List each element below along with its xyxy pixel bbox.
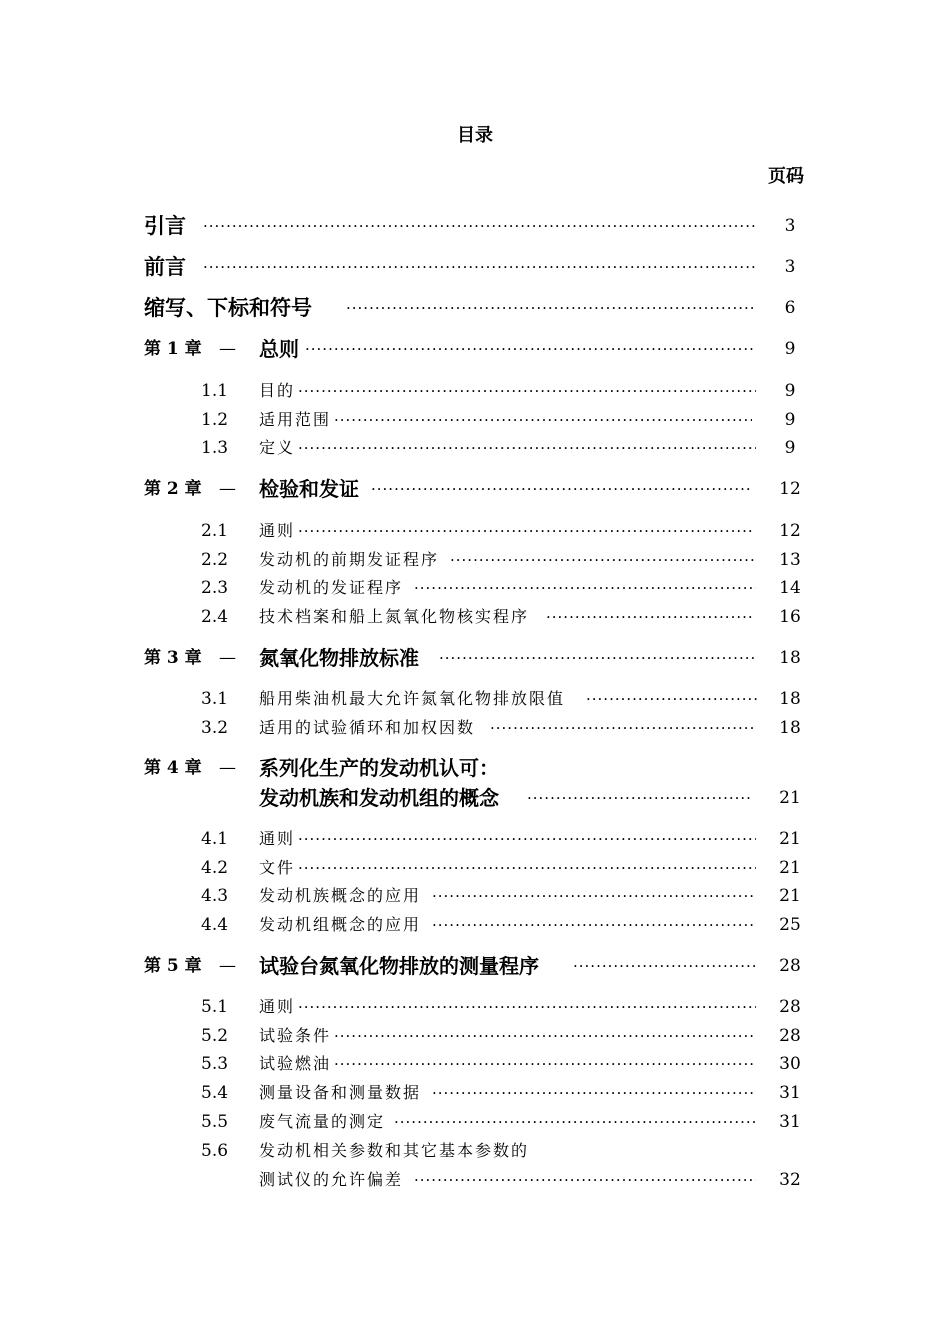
section-number: 3.2: [201, 718, 229, 738]
section-number: 1.3: [201, 438, 229, 458]
section-number: 1.1: [201, 381, 229, 401]
toc-title: 目录: [457, 125, 493, 146]
section-entry[interactable]: [0, 684, 950, 714]
leader-dots: [586, 684, 760, 714]
section-title: 适用的试验循环和加权因数: [259, 718, 476, 737]
chapter-entry[interactable]: [0, 643, 950, 673]
leader-dots: [573, 951, 756, 981]
section-title: 文件: [259, 858, 296, 877]
chapter-dash: —: [219, 339, 236, 359]
section-number: 2.1: [201, 521, 229, 541]
section-number: 4.3: [201, 886, 229, 906]
chapter-title: 总则: [259, 337, 299, 361]
chapter-title-line2: 发动机族和发动机组的概念: [259, 786, 499, 810]
section-title: 发动机相关参数和其它基本参数的: [259, 1141, 530, 1160]
section-title: 通则: [259, 997, 296, 1016]
leader-dots: [527, 783, 752, 813]
section-number: 1.2: [201, 410, 229, 430]
chapter-dash: —: [219, 479, 236, 499]
chapter-title: 试验台氮氧化物排放的测量程序: [259, 954, 539, 978]
section-page: 18: [779, 718, 801, 738]
section-page: 31: [779, 1112, 801, 1132]
section-number: 5.6: [201, 1141, 229, 1161]
entry-page: 3: [784, 257, 796, 277]
entry-title: 缩写、下标和符号: [144, 295, 312, 320]
chapter-page: 18: [779, 648, 801, 668]
toc-entry[interactable]: [0, 211, 950, 241]
chapter-page: 12: [779, 479, 801, 499]
leader-dots: [203, 211, 756, 241]
section-title: 发动机组概念的应用: [259, 915, 422, 934]
section-page: 32: [779, 1170, 801, 1190]
leader-dots: [298, 376, 756, 406]
section-entry[interactable]: [0, 910, 950, 940]
section-number: 2.4: [201, 607, 229, 627]
chapter-label: 第 1 章: [144, 339, 202, 359]
leader-dots: [432, 910, 756, 940]
entry-title: 前言: [144, 254, 186, 279]
section-entry[interactable]: [0, 853, 950, 883]
section-entry[interactable]: [0, 376, 950, 406]
section-page: 9: [784, 438, 796, 458]
leader-dots: [334, 1021, 756, 1051]
section-title: 适用范围: [259, 410, 332, 429]
leader-dots: [298, 853, 756, 883]
chapter-entry[interactable]: [0, 951, 950, 981]
chapter-title: 氮氧化物排放标准: [259, 646, 419, 670]
toc-entry[interactable]: [0, 252, 950, 282]
leader-dots: [546, 602, 752, 632]
leader-dots: [490, 713, 756, 743]
section-title: 试验条件: [259, 1026, 332, 1045]
section-page: 30: [779, 1054, 801, 1074]
section-title-line2: 测试仪的允许偏差: [259, 1170, 404, 1189]
entry-title: 引言: [144, 213, 186, 238]
section-page: 25: [779, 915, 801, 935]
section-page: 9: [784, 381, 796, 401]
section-entry[interactable]: [0, 545, 950, 575]
chapter-label: 第 4 章: [144, 758, 202, 778]
section-entry[interactable]: [0, 1078, 950, 1108]
leader-dots: [371, 474, 753, 504]
leader-dots: [298, 824, 756, 854]
chapter-entry[interactable]: [0, 474, 950, 504]
leader-dots: [334, 405, 752, 435]
section-page: 21: [779, 858, 801, 878]
section-number: 3.1: [201, 689, 229, 709]
section-title: 测量设备和测量数据: [259, 1083, 422, 1102]
leader-dots: [432, 881, 756, 911]
chapter-entry[interactable]: [0, 334, 950, 364]
leader-dots: [334, 1049, 756, 1079]
section-number: 2.3: [201, 578, 229, 598]
leader-dots: [414, 1165, 756, 1195]
section-page: 9: [784, 410, 796, 430]
section-title: 技术档案和船上氮氧化物核实程序: [259, 607, 530, 626]
section-page: 28: [779, 997, 801, 1017]
section-entry[interactable]: [0, 573, 950, 603]
chapter-dash: —: [219, 956, 236, 976]
chapter-page: 28: [779, 956, 801, 976]
section-number: 5.2: [201, 1026, 229, 1046]
section-entry[interactable]: [0, 433, 950, 463]
chapter-title: 系列化生产的发动机认可：: [259, 756, 499, 780]
section-page: 21: [779, 886, 801, 906]
leader-dots: [298, 433, 756, 463]
section-entry[interactable]: [0, 713, 950, 743]
leader-dots: [394, 1107, 756, 1137]
section-page: 21: [779, 829, 801, 849]
leader-dots: [432, 1078, 756, 1108]
section-page: 14: [779, 578, 801, 598]
section-entry[interactable]: [0, 1021, 950, 1051]
chapter-label: 第 2 章: [144, 479, 202, 499]
section-entry[interactable]: [0, 824, 950, 854]
section-number: 4.4: [201, 915, 229, 935]
section-number: 5.5: [201, 1112, 229, 1132]
leader-dots: [305, 334, 756, 364]
chapter-page: 21: [779, 788, 801, 808]
section-number: 5.3: [201, 1054, 229, 1074]
section-title: 发动机的发证程序: [259, 578, 404, 597]
section-title: 发动机的前期发证程序: [259, 550, 440, 569]
section-title: 通则: [259, 829, 296, 848]
section-entry[interactable]: [0, 1107, 950, 1137]
chapter-label: 第 5 章: [144, 956, 202, 976]
chapter-dash: —: [219, 758, 236, 778]
leader-dots: [203, 252, 756, 282]
section-page: 18: [779, 689, 801, 709]
page-column-header: 页码: [768, 166, 804, 187]
section-entry[interactable]: [0, 405, 950, 435]
leader-dots: [298, 992, 756, 1022]
chapter-title: 检验和发证: [259, 477, 359, 501]
section-entry[interactable]: [0, 881, 950, 911]
section-page: 16: [779, 607, 801, 627]
section-entry[interactable]: [0, 1136, 950, 1166]
leader-dots: [346, 293, 756, 323]
section-number: 5.4: [201, 1083, 229, 1103]
toc-entry[interactable]: [0, 293, 950, 323]
section-title: 发动机族概念的应用: [259, 886, 422, 905]
section-title: 船用柴油机最大允许氮氧化物排放限值: [259, 689, 566, 708]
section-title: 目的: [259, 381, 296, 400]
section-number: 4.2: [201, 858, 229, 878]
section-entry[interactable]: [0, 516, 950, 546]
section-number: 4.1: [201, 829, 229, 849]
section-title: 废气流量的测定: [259, 1112, 386, 1131]
section-entry[interactable]: [0, 602, 950, 632]
section-title: 通则: [259, 521, 296, 540]
section-number: 2.2: [201, 550, 229, 570]
chapter-label: 第 3 章: [144, 648, 202, 668]
section-page: 28: [779, 1026, 801, 1046]
entry-page: 6: [784, 298, 796, 318]
chapter-entry-continued[interactable]: [0, 783, 950, 813]
entry-page: 3: [784, 216, 796, 236]
section-number: 5.1: [201, 997, 229, 1017]
leader-dots: [414, 573, 756, 603]
section-title: 定义: [259, 438, 296, 457]
section-entry[interactable]: [0, 992, 950, 1022]
section-entry-continued[interactable]: [0, 1165, 950, 1195]
chapter-entry[interactable]: [0, 753, 950, 783]
chapter-dash: —: [219, 648, 236, 668]
section-entry[interactable]: [0, 1049, 950, 1079]
leader-dots: [439, 643, 756, 673]
section-title: 试验燃油: [259, 1054, 332, 1073]
section-page: 13: [779, 550, 801, 570]
section-page: 12: [779, 521, 801, 541]
leader-dots: [298, 516, 752, 546]
chapter-page: 9: [784, 339, 796, 359]
section-page: 31: [779, 1083, 801, 1103]
leader-dots: [450, 545, 756, 575]
